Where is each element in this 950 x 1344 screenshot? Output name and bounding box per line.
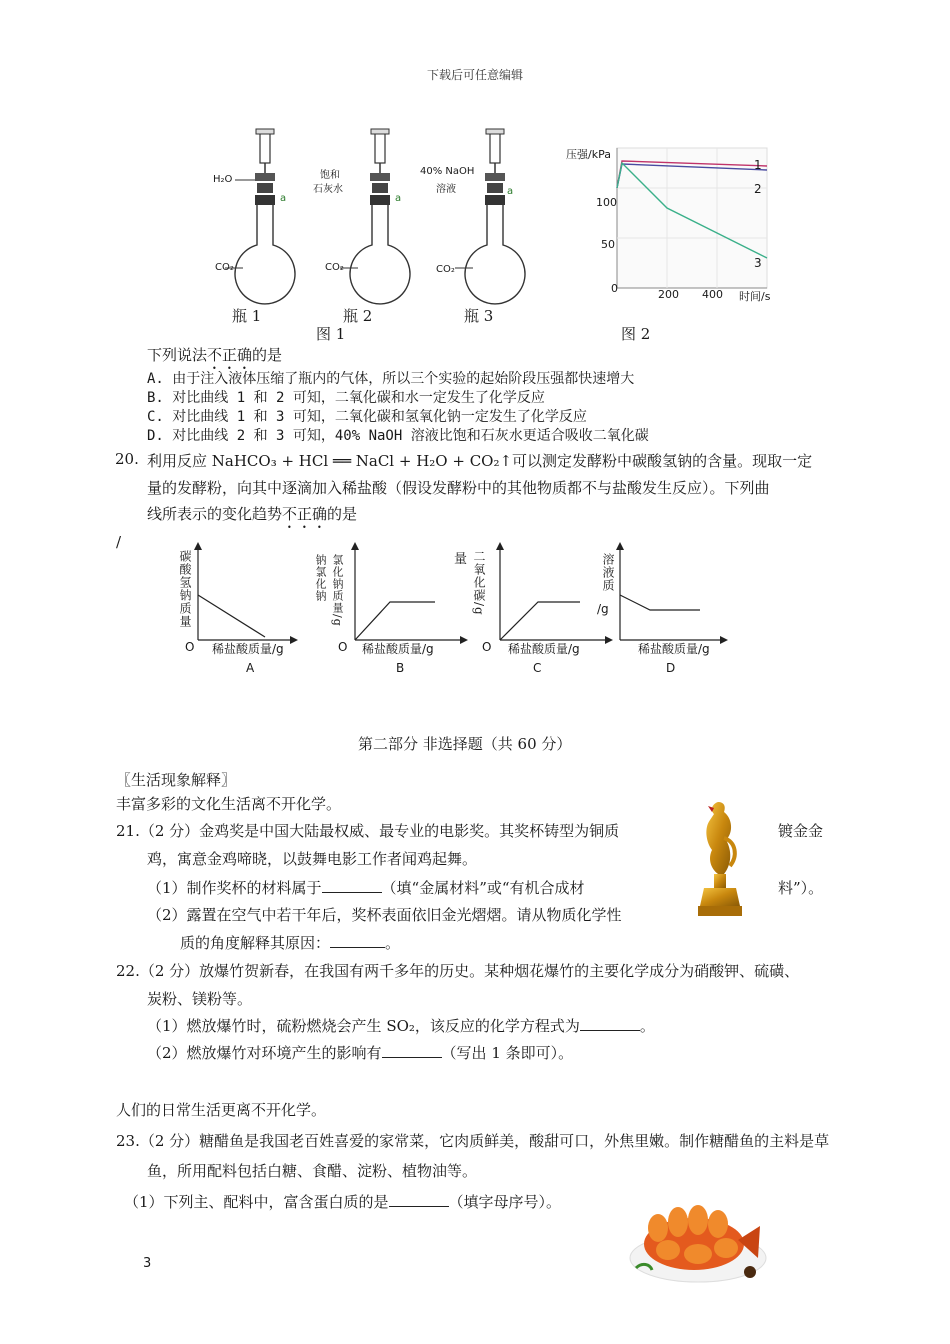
graph-c-ylabel: 二氧化碳/g [472, 550, 486, 616]
flask3-liquid-line2: 溶液 [436, 184, 456, 195]
flask2-label: 瓶 2 [343, 307, 373, 325]
page-header: 下载后可任意编辑 [426, 68, 523, 82]
flask-2 [340, 129, 410, 304]
graph-c [496, 542, 613, 644]
q21-line1-right: 镀金金 [778, 822, 824, 840]
graph-b-ylabel-left: 钠氯化钠 [314, 554, 327, 602]
q21-line2: 鸡，寓意金鸡啼晓，以鼓舞电影工作者闻鸡起舞。 [147, 850, 478, 868]
graph-a-origin: O [185, 640, 195, 654]
q22-line2: 炭粉、镁粉等。 [147, 990, 253, 1008]
q23-line1: 23.（2 分）糖醋鱼是我国老百姓喜爱的家常菜，它肉质鲜美，酸甜可口，外焦里嫩。制作糖醋鱼的主料是草 [116, 1132, 830, 1150]
q19-option-d: D. 对比曲线 2 和 3 可知，40% NaOH 溶液比饱和石灰水更适合吸收二氧化碳 [147, 428, 649, 444]
q22-line1: 22.（2 分）放爆竹贺新春，在我国有两千多年的历史。某种烟花爆竹的主要化学成分为硝酸钾、硫磺、 [116, 962, 800, 980]
graph-b-xlabel: 稀盐酸质量/g [362, 642, 434, 656]
graph-d [616, 542, 728, 644]
graph-b [351, 542, 468, 644]
q20-line3-suffix: 的是 [327, 505, 358, 523]
q19-stem-emph: 不正确 [207, 346, 253, 364]
figure-1-caption: 图 1 [316, 325, 346, 343]
fig2-xtick-400: 400 [702, 288, 723, 301]
graph-b-ylabel: 氯化钠质量/g [331, 554, 344, 627]
fig2-xlabel: 时间/s [739, 290, 771, 303]
q19-stem-prefix: 下列说法 [147, 346, 208, 364]
graph-a-letter: A [246, 661, 255, 675]
q23-part1-end: （填字母序号）。 [448, 1193, 562, 1211]
graph-b-letter: B [396, 661, 405, 675]
q20-number: 20. [115, 450, 139, 468]
graph-d-letter: D [666, 661, 676, 675]
q21-part2: （2）露置在空气中若干年后，奖杯表面依旧金光熠熠。请从物质化学性 [147, 906, 622, 924]
fig2-xtick-200: 200 [658, 288, 679, 301]
figure-2-caption: 图 2 [621, 325, 651, 343]
q22-part1-text: （1）燃放爆竹时，硫粉燃烧会产生 SO₂，该反应的化学方程式为 [147, 1017, 580, 1035]
fig2-curve-label-2: 2 [754, 182, 762, 196]
graph-c-letter: C [533, 661, 542, 675]
flask3-liquid-line1: 40% NaOH [420, 166, 475, 177]
flask2-gas: CO₂ [325, 262, 344, 273]
flask3-gas: CO₂ [436, 264, 455, 275]
q21-line1: 21.（2 分）金鸡奖是中国大陆最权威、最专业的电影奖。其奖杯铸型为铜质 [116, 822, 620, 840]
q19-option-b: B. 对比曲线 1 和 2 可知，二氧化碳和水一定发生了化学反应 [147, 390, 545, 406]
graph-d-xlabel: 稀盐酸质量/g [638, 642, 710, 656]
flask1-valve: a [280, 193, 287, 204]
q23-line2: 鱼，所用配料包括白糖、食醋、淀粉、植物油等。 [147, 1162, 478, 1180]
q20-line3-prefix: 线所表示的变化趋势 [147, 505, 283, 523]
q21-part1-right: 料”）。 [778, 879, 824, 897]
q23-part1 [124, 1191, 561, 1212]
flask3-valve: a [507, 186, 514, 197]
sweet-sour-fish-image [628, 1188, 768, 1286]
intro-daily-life: 人们的日常生活更离不开化学。 [116, 1101, 327, 1119]
flask2-valve: a [395, 193, 402, 204]
fig2-ytick-100: 100 [596, 196, 617, 209]
part2-title: 第二部分 非选择题（共 60 分） [358, 735, 572, 753]
fig2-ytick-50: 50 [601, 238, 615, 251]
q22-part2-end: （写出 1 条即可）。 [441, 1044, 574, 1062]
q21-part2-blank[interactable] [330, 933, 385, 948]
section-tag: 〖生活现象解释〗 [116, 771, 237, 789]
q22-part2-text: （2）燃放爆竹对环境产生的影响有 [147, 1044, 382, 1062]
q20-line2: 量的发酵粉，向其中逐滴加入稀盐酸（假设发酵粉中的其他物质都不与盐酸发生反应）。下列曲 [147, 479, 770, 497]
q21-part2-cont [180, 932, 400, 953]
golden-rooster-trophy-image [690, 798, 750, 923]
fig2-curve-label-3: 3 [754, 256, 762, 270]
graph-d-ylabel-unit: /g [597, 602, 609, 616]
graph-a-ylabel: 碳酸氢钠质量 [178, 550, 192, 628]
flask2-liquid-line2: 石灰水 [313, 184, 343, 195]
flask-3 [455, 129, 525, 304]
q22-part1 [147, 1015, 655, 1036]
flask1-label: 瓶 1 [232, 307, 262, 325]
flask3-label: 瓶 3 [464, 307, 494, 325]
q20-graphs [170, 540, 770, 650]
graph-b-origin: O [338, 640, 348, 654]
figure-1-flasks [205, 125, 535, 325]
q21-part1-text: （1）制作奖杯的材料属于 [147, 879, 322, 897]
q19-option-c: C. 对比曲线 1 和 3 可知，二氧化碳和氢氧化钠一定发生了化学反应 [147, 409, 587, 425]
q19-stem-suffix: 的是 [252, 346, 283, 364]
q20-line3-emph: 不正确 [282, 505, 328, 523]
q22-part1-blank[interactable] [580, 1016, 640, 1031]
q21-part1 [147, 877, 585, 898]
flask-1 [225, 129, 295, 304]
graph-a-xlabel: 稀盐酸质量/g [212, 642, 284, 656]
q21-part2-end: 。 [385, 934, 401, 952]
graph-d-ylabel: 溶液质 [601, 553, 615, 592]
flask1-liquid: H₂O [213, 174, 233, 185]
flask2-liquid-line1: 饱和 [320, 170, 340, 181]
graph-c-xlabel: 稀盐酸质量/g [508, 642, 580, 656]
q23-part1-blank[interactable] [389, 1192, 449, 1207]
q23-part1-text: （1）下列主、配料中，富含蛋白质的是 [124, 1193, 389, 1211]
page-number: 3 [143, 1256, 152, 1271]
graph-c-ylabel-top: 量 [454, 552, 468, 567]
graph-a [194, 542, 298, 644]
q20-line3 [147, 503, 357, 532]
q22-part2 [147, 1042, 573, 1063]
graph-c-origin: O [482, 640, 492, 654]
q20-slash: / [116, 533, 122, 551]
q21-part1-blank[interactable] [322, 878, 382, 893]
q19-option-a: A. 由于注入液体压缩了瓶内的气体，所以三个实验的起始阶段压强都快速增大 [147, 371, 635, 387]
intro-culture: 丰富多彩的文化生活离不开化学。 [116, 795, 342, 813]
q22-part1-end: 。 [639, 1017, 655, 1035]
q20-line1: 利用反应 NaHCO₃ + HCl ══ NaCl + H₂O + CO₂↑可以测定发酵粉中碳酸氢钠的含量。现取一定 [147, 452, 813, 470]
fig2-ytick-0: 0 [611, 282, 618, 295]
q21-part1-mid: （填“金属材料”或“有机合成材 [381, 879, 585, 897]
flask1-gas: CO₂ [215, 262, 234, 273]
fig2-curve-label-1: 1 [754, 158, 762, 172]
q21-part2-text: 质的角度解释其原因： [180, 934, 331, 952]
fig2-ylabel: 压强/kPa [566, 148, 611, 161]
q22-part2-blank[interactable] [382, 1043, 442, 1058]
